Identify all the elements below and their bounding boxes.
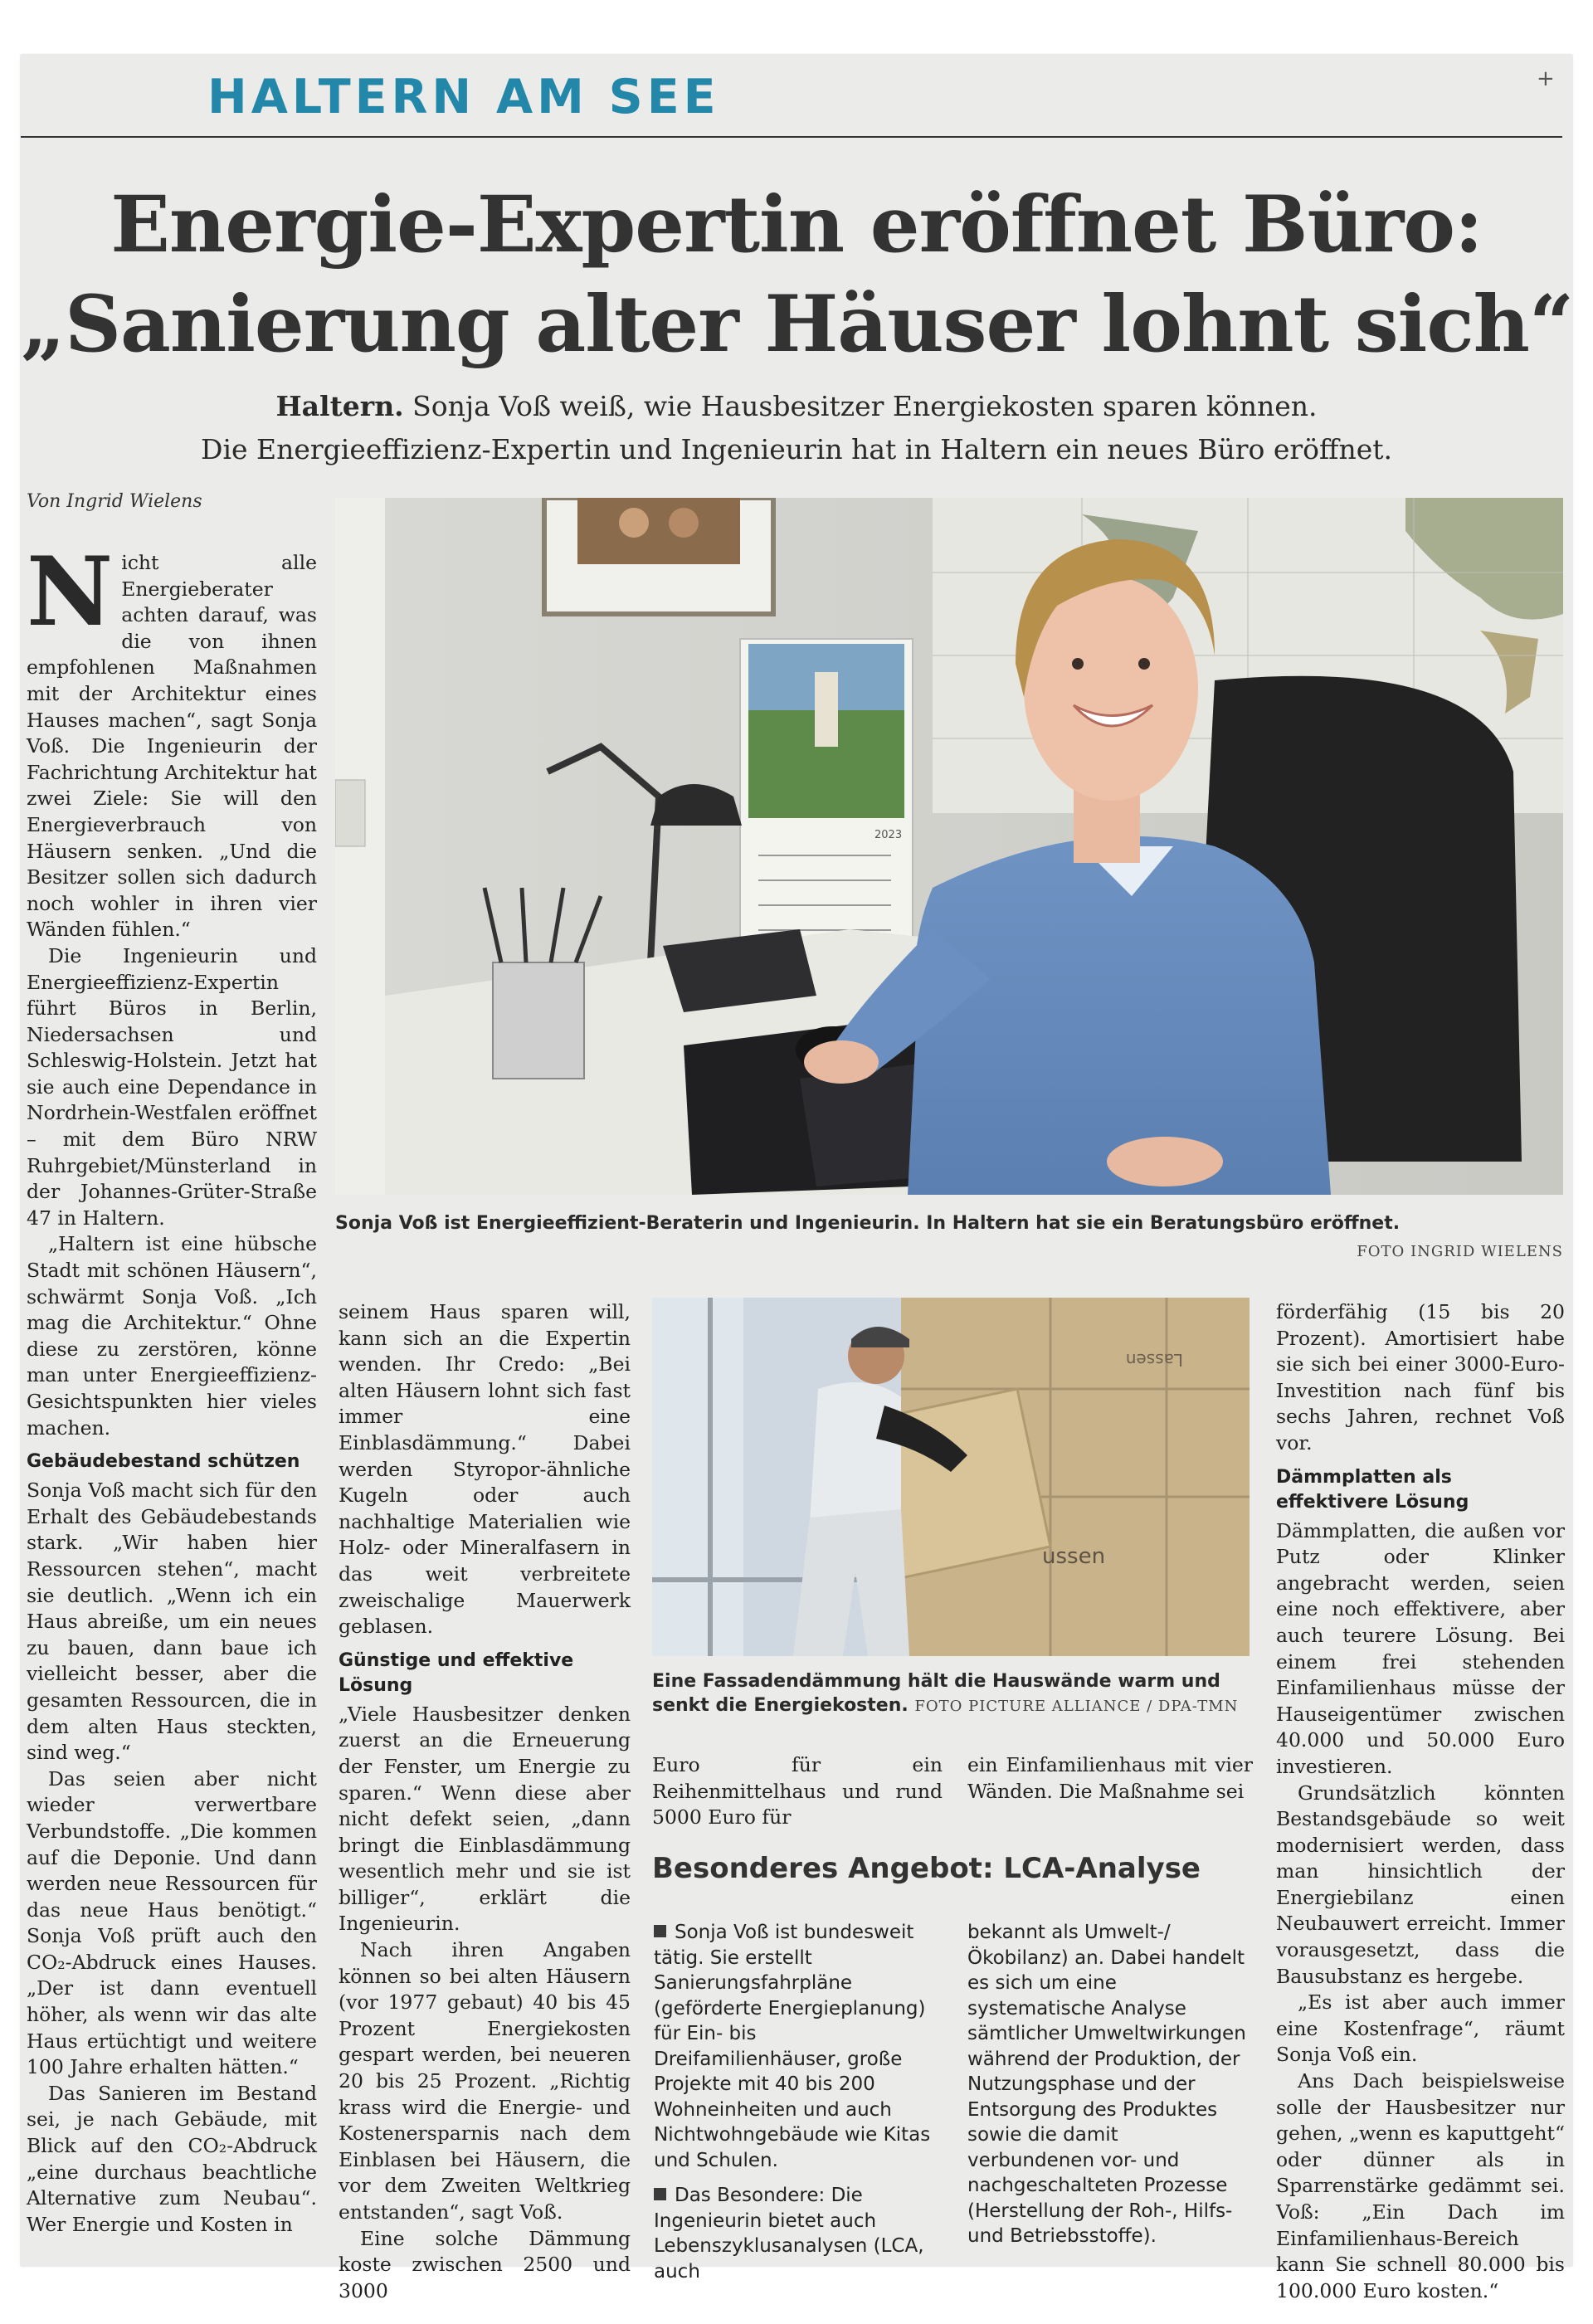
col5-paragraph-3: Grundsätzlich könnten Bestandsgebäude so weit modernisiert werden, dass man hinsichtlich der Energiebilanz einen Neubauwert erreicht. Immer vorausgesetzt, dass die Bausubstanz es hergebe. bbox=[1276, 1781, 1565, 1988]
infobox-bullet-1 bbox=[654, 1920, 946, 2173]
headline-line-1: Energie-Expertin eröffnet Büro: bbox=[110, 179, 1483, 270]
bullet-square-icon bbox=[654, 1925, 666, 1937]
calendar-year: 2023 bbox=[874, 829, 903, 841]
byline: Von Ingrid Wielens bbox=[27, 491, 202, 512]
infobox-column-2 bbox=[967, 1920, 1250, 2259]
section-title: HALTERN AM SEE bbox=[207, 70, 720, 124]
headline-line-2: „Sanierung alter Häuser lohnt sich“ bbox=[21, 279, 1574, 370]
deck-lead: Haltern. bbox=[275, 390, 404, 422]
col3-paragraph-1: Euro für ein Reihenmittelhaus und rund 5000 Euro für bbox=[652, 1753, 943, 1829]
main-photo-caption: Sonja Voß ist Energieeffizient-Beraterin und Ingenieurin. In Haltern hat sie ein Beratungsbüro eröffnet. bbox=[335, 1213, 1401, 1234]
subheading-guenstige-loesung: Günstige und effektive Lösung bbox=[339, 1649, 574, 1696]
col1-paragraph-2: Die Ingenieurin und Energieeffizienz-Expertin führt Büros in Berlin, Niedersachsen und Schleswig-Holstein. Jetzt hat sie auch eine Dependance in Nordrhein-Westfalen eröffnet – mit dem Büro NRW Ruhrgebiet/Münsterland in der Johannes-Grüter-Straße 47 in Haltern. bbox=[27, 943, 317, 1230]
infobox-bullet-1-text: Sonja Voß ist bundesweit tätig. Sie erstellt Sanierungsfahrpläne (geförderte Energieplanung) für Ein- bis Dreifamilienhäuser, große Projekte mit 40 bis 200 Wohneinheiten und auch Nichtwohngebäude wie Kitas und Schulen. bbox=[654, 1922, 931, 2171]
insulation-photo-illustration bbox=[652, 1298, 1250, 1656]
infobox-bullet-2 bbox=[654, 2183, 946, 2284]
col5-paragraph-1: förderfähig (15 bis 20 Prozent). Amortisiert habe sie sich bei einer 3000-Euro-Investition nach fünf bis sechs Jahren, rechnet Voß vor. bbox=[1276, 1300, 1565, 1454]
subheading-gebaeudebestand: Gebäudebestand schützen bbox=[27, 1451, 300, 1473]
panel-text-1: ussen bbox=[1042, 1544, 1106, 1569]
infobox-continuation: bekannt als Umwelt-/Ökobilanz) an. Dabei handelt es sich um eine systematische Analyse sämtlicher Umweltwirkungen während der Produktion, der Nutzungsphase und der Entsorgung des Produktes sowie die damit verbundenen vor- und nachgeschalteten Prozesse (Herstellung der Roh-, Hilfs- und Betriebsstoffe). bbox=[967, 1922, 1246, 2247]
col5-paragraph-4: „Es ist aber auch immer eine Kostenfrage“, räumt Sonja Voß ein. bbox=[1276, 1990, 1565, 2067]
insulation-photo-caption bbox=[652, 1669, 1250, 1718]
col2-paragraph-4: Eine solche Dämmung koste zwischen 2500 und 3000 bbox=[339, 2226, 631, 2302]
section-rule bbox=[21, 136, 1562, 138]
article-column-2 bbox=[339, 1299, 631, 2304]
infobox-column-1 bbox=[654, 1920, 946, 2294]
main-photo-illustration bbox=[335, 498, 1563, 1195]
infobox-title: Besonderes Angebot: LCA-Analyse bbox=[652, 1852, 1201, 1885]
deck-line-1-text: Sonja Voß weiß, wie Hausbesitzer Energiekosten sparen können. bbox=[403, 390, 1318, 422]
article-column-1 bbox=[27, 536, 317, 2238]
col5-paragraph-2: Dämmplatten, die außen vor Putz oder Klinker angebracht werden, seien eine noch effektivere, aber auch teurere Lösung. Bei einem frei stehenden Einfamilienhaus müsse der Hauseigentümer zwischen 40.000 und 50.000 Euro investieren. bbox=[1276, 1518, 1565, 1778]
panel-text-2: Lassen bbox=[1125, 1350, 1183, 1370]
subheading-daemmplatten: Dämmplatten als effektivere Lösung bbox=[1276, 1466, 1469, 1513]
article-column-3 bbox=[652, 1752, 943, 1831]
main-photo bbox=[335, 498, 1563, 1195]
drop-cap: N bbox=[27, 536, 114, 647]
col1-paragraph-1: icht alle Energieberater achten darauf, was die von ihnen empfohlenen Maßnahmen mit der Architektur eines Hauses machen“, sagt Sonja Voß. Die Ingenieurin der Fachrichtung Architektur hat zwei Ziele: Sie will den Energieverbrauch von Häusern senken. „Und die Besitzer sollen sich dadurch noch wohler in ihren vier Wänden fühlen.“ bbox=[27, 551, 317, 942]
article-column-5 bbox=[1276, 1299, 1565, 2304]
insulation-photo-credit: FOTO PICTURE ALLIANCE / DPA-TMN bbox=[914, 1698, 1239, 1715]
deck-line-1 bbox=[21, 390, 1572, 422]
main-photo-credit: FOTO INGRID WIELENS bbox=[1357, 1243, 1563, 1260]
col2-paragraph-2: „Viele Hausbesitzer denken zuerst an die Erneuerung der Fenster, um Energie zu sparen.“ Wenn diese aber nicht defekt seien, „dann bringt die Einblasdämmung wesentlich mehr und sie ist billiger“, erklärt die Ingenieurin. bbox=[339, 1702, 631, 1936]
col2-paragraph-1: seinem Haus sparen will, kann sich an die Expertin wenden. Ihr Credo: „Bei alten Häusern lohnt sich fast immer eine Einblasdämmung.“ Dabei werden Styropor-ähnliche Kugeln oder auch nachhaltige Materialien wie Holz- oder Mineralfasern in das weit verbreitete zweischalige Mauerwerk geblasen. bbox=[339, 1300, 631, 1639]
col4-paragraph-1: ein Einfamilienhaus mit vier Wänden. Die Maßnahme sei bbox=[967, 1753, 1253, 1803]
corner-mark: + bbox=[1537, 66, 1555, 91]
col1-paragraph-5: Das seien aber nicht wieder verwertbare Verbundstoffe. „Die kommen auf die Deponie. Und dann werden neue Ressourcen für das neue Haus benötigt.“ Sonja Voß prüft auch den CO₂-Abdruck eines Hauses. „Der ist dann eventuell höher, als wenn wir das alte Haus ertüchtigt und weitere 100 Jahre erhalten hätten.“ bbox=[27, 1766, 317, 2079]
col2-paragraph-3: Nach ihren Angaben können so bei alten Häusern (vor 1977 gebaut) 40 bis 45 Prozent Energiekosten gespart werden, bei neueren 20 bis 25 Prozent. „Richtig krass wird die Energie- und Kostenersparnis nach dem Einblasen bei Häusern, die vor dem Zweiten Weltkrieg entstanden“, sagt Voß. bbox=[339, 1938, 631, 2224]
col1-paragraph-3: „Haltern ist eine hübsche Stadt mit schönen Häusern“, schwärmt Sonja Voß. „Ich mag die Architektur.“ Ohne diese zu zerstören, könne man unter Energieeffizienz-Gesichtspunkten hier vieles machen. bbox=[27, 1232, 317, 1440]
deck-line-2: Die Energieeffizienz-Expertin und Ingenieurin hat in Haltern ein neues Büro eröffnet. bbox=[201, 433, 1392, 465]
bullet-square-icon bbox=[654, 2188, 666, 2200]
article-column-4 bbox=[967, 1752, 1253, 1805]
infobox-bullet-2-text: Das Besondere: Die Ingenieurin bietet auch Lebenszyklusanalysen (LCA, auch bbox=[654, 2185, 924, 2283]
col1-paragraph-6: Das Sanieren im Bestand sei, je nach Gebäude, mit Blick auf den CO₂-Abdruck „eine durchaus beachtliche Alternative zum Neubau“. Wer Energie und Kosten in bbox=[27, 2081, 317, 2236]
insulation-caption-text: Eine Fassadendämmung hält die Hauswände warm und senkt die Energiekosten. bbox=[652, 1671, 1220, 1716]
col5-paragraph-5: Ans Dach beispielsweise solle der Hausbesitzer nur gehen, „wenn es kaputtgeht“ oder dünner als in Sparrenstärke gedämmt sei. Voß: „Ein Dach im Einfamilienhaus-Bereich kann Sie schnell 80.000 bis 100.000 Euro kosten.“ bbox=[1276, 2069, 1565, 2302]
insulation-photo bbox=[652, 1298, 1250, 1656]
col1-paragraph-4: Sonja Voß macht sich für den Erhalt des Gebäudebestands stark. „Wir haben hier Ressourcen stehen“, macht sie deutlich. „Wenn ich ein Haus abreiße, um ein neues zu bauen, dann baue ich vielleicht besser, aber die gesamten Ressourcen, die in dem alten Haus steckten, sind weg.“ bbox=[27, 1479, 317, 1765]
